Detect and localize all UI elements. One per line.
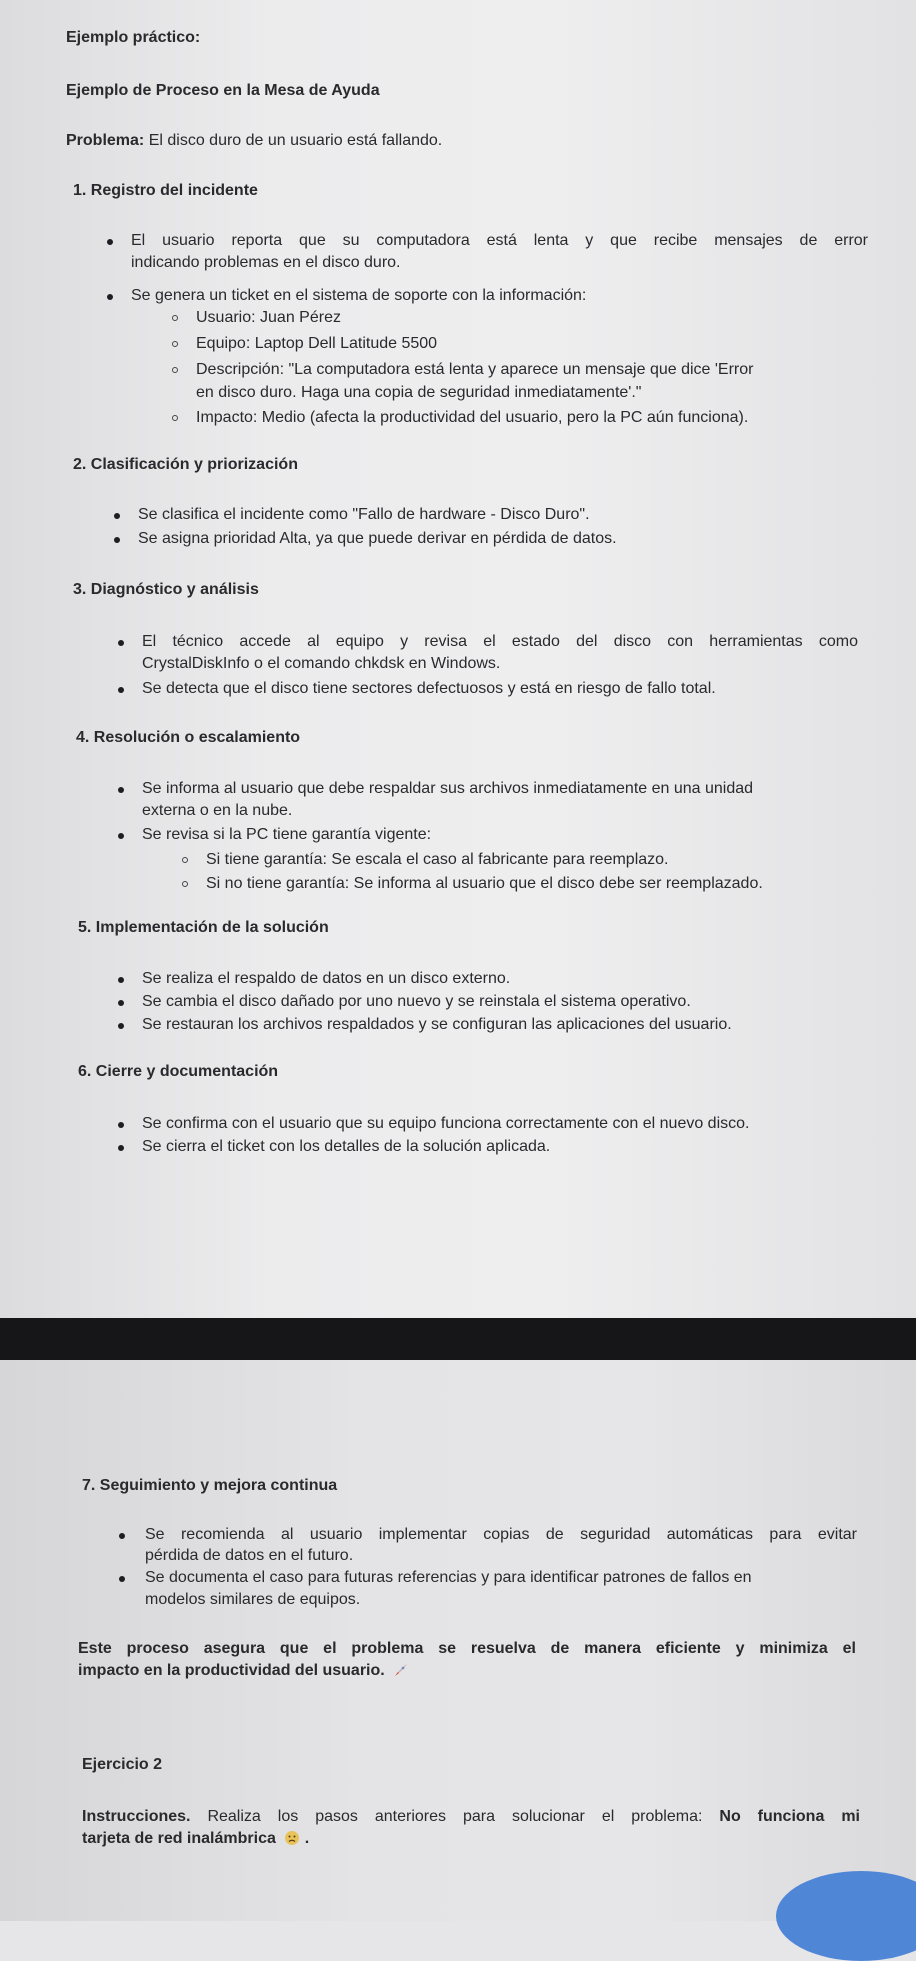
bullet-dot [118,687,124,693]
instructions-text: Realiza los pasos anteriores para solucionar el problema: [207,1808,703,1825]
sub-bullet-ring [172,341,178,347]
list-item-line: externa o en la nube. [142,802,293,819]
list-item-line: Se genera un ticket en el sistema de soporte con la información: [131,287,587,304]
list-item-line: Se recomienda al usuario implementar copias de seguridad automáticas para evitar [145,1526,857,1543]
section-title: 6. Cierre y documentación [78,1063,279,1080]
bullet-dot [118,1122,124,1128]
list-item-line: pérdida de datos en el futuro. [145,1547,354,1564]
section-title: 4. Resolución o escalamiento [76,729,301,746]
bullet-dot [114,537,120,543]
example-label: Ejemplo práctico: [66,29,201,46]
list-item-line: El técnico accede al equipo y revisa el estado del disco con herramientas como [142,633,858,650]
section-title: 3. Diagnóstico y análisis [73,581,259,598]
list-item-line: modelos similares de equipos. [145,1591,361,1608]
bullet-dot [114,513,120,519]
sub-bullet-ring [182,857,188,863]
bullet-dot [119,1533,125,1539]
exercise-instructions-line [82,1807,860,1827]
sub-item-line: Equipo: Laptop Dell Latitude 5500 [196,335,438,352]
problem-label: Problema: [66,132,145,149]
bullet-dot [118,1000,124,1006]
instructions-line2: tarjeta de red inalámbrica [82,1830,276,1847]
instructions-end: . [304,1830,310,1847]
corner-blue-shape [776,1871,916,1961]
sub-item-line: Si no tiene garantía: Se informa al usuario que el disco debe ser reemplazado. [206,875,763,892]
sub-item-line: Usuario: Juan Pérez [196,309,341,326]
problem-text: El disco duro de un usuario está fallando. [148,132,443,149]
process-title: Ejemplo de Proceso en la Mesa de Ayuda [66,82,380,99]
problem-line [66,131,442,151]
section-title: 1. Registro del incidente [73,182,258,199]
sub-bullet-ring [182,881,188,887]
exercise-title: Ejercicio 2 [82,1756,163,1773]
list-item-line: indicando problemas en el disco duro. [131,254,401,271]
instructions-label: Instrucciones. [82,1808,191,1825]
sub-bullet-ring [172,415,178,421]
sub-bullet-ring [172,367,178,373]
bullet-dot [107,239,113,245]
bullet-dot [118,1023,124,1029]
exercise-instructions-line-2 [82,1829,309,1849]
bullet-dot [118,977,124,983]
conclusion-line-2 [78,1661,409,1681]
photo-dark-band [0,1318,916,1360]
list-item-line: Se restauran los archivos respaldados y se configuran las aplicaciones del usuario. [142,1016,732,1033]
sub-item-line: Si tiene garantía: Se escala el caso al fabricante para reemplazo. [206,851,669,868]
bullet-dot [118,1145,124,1151]
rocket-icon [393,1662,409,1678]
sub-bullet-ring [172,315,178,321]
list-item-line: Se realiza el respaldo de datos en un disco externo. [142,970,511,987]
sub-item-line: en disco duro. Haga una copia de seguridad inmediatamente'." [196,384,642,401]
list-item-line: Se informa al usuario que debe respaldar sus archivos inmediatamente en una unidad [142,780,754,797]
list-item-line: Se cierra el ticket con los detalles de la solución aplicada. [142,1138,551,1155]
list-item-line: Se clasifica el incidente como "Fallo de hardware - Disco Duro". [138,506,590,523]
section-title: 2. Clasificación y priorización [73,456,298,473]
sub-item-line: Descripción: "La computadora está lenta y aparece un mensaje que dice 'Error [196,361,754,378]
sub-item-line: Impacto: Medio (afecta la productividad del usuario, pero la PC aún funciona). [196,409,749,426]
list-item-line: CrystalDiskInfo o el comando chkdsk en Windows. [142,655,501,672]
instructions-bold: No funciona mi [719,1808,860,1825]
bullet-dot [119,1576,125,1582]
list-item-line: Se detecta que el disco tiene sectores defectuosos y está en riesgo de fallo total. [142,680,716,697]
list-item-line: Se asigna prioridad Alta, ya que puede derivar en pérdida de datos. [138,530,617,547]
bullet-dot [118,640,124,646]
list-item-line: Se revisa si la PC tiene garantía vigente: [142,826,432,843]
bullet-dot [107,294,113,300]
list-item-line: El usuario reporta que su computadora está lenta y que recibe mensajes de error [131,232,868,249]
section-title: 7. Seguimiento y mejora continua [82,1477,338,1494]
bullet-dot [118,833,124,839]
conclusion-text: impacto en la productividad del usuario. [78,1662,385,1679]
sad-face-icon [284,1830,300,1846]
bullet-dot [118,787,124,793]
conclusion-line: Este proceso asegura que el problema se resuelva de manera eficiente y minimiza el [78,1640,856,1657]
list-item-line: Se documenta el caso para futuras referencias y para identificar patrones de fallos en [145,1569,752,1586]
section-title: 5. Implementación de la solución [78,919,329,936]
list-item-line: Se cambia el disco dañado por uno nuevo y se reinstala el sistema operativo. [142,993,691,1010]
list-item-line: Se confirma con el usuario que su equipo funciona correctamente con el nuevo disco. [142,1115,750,1132]
